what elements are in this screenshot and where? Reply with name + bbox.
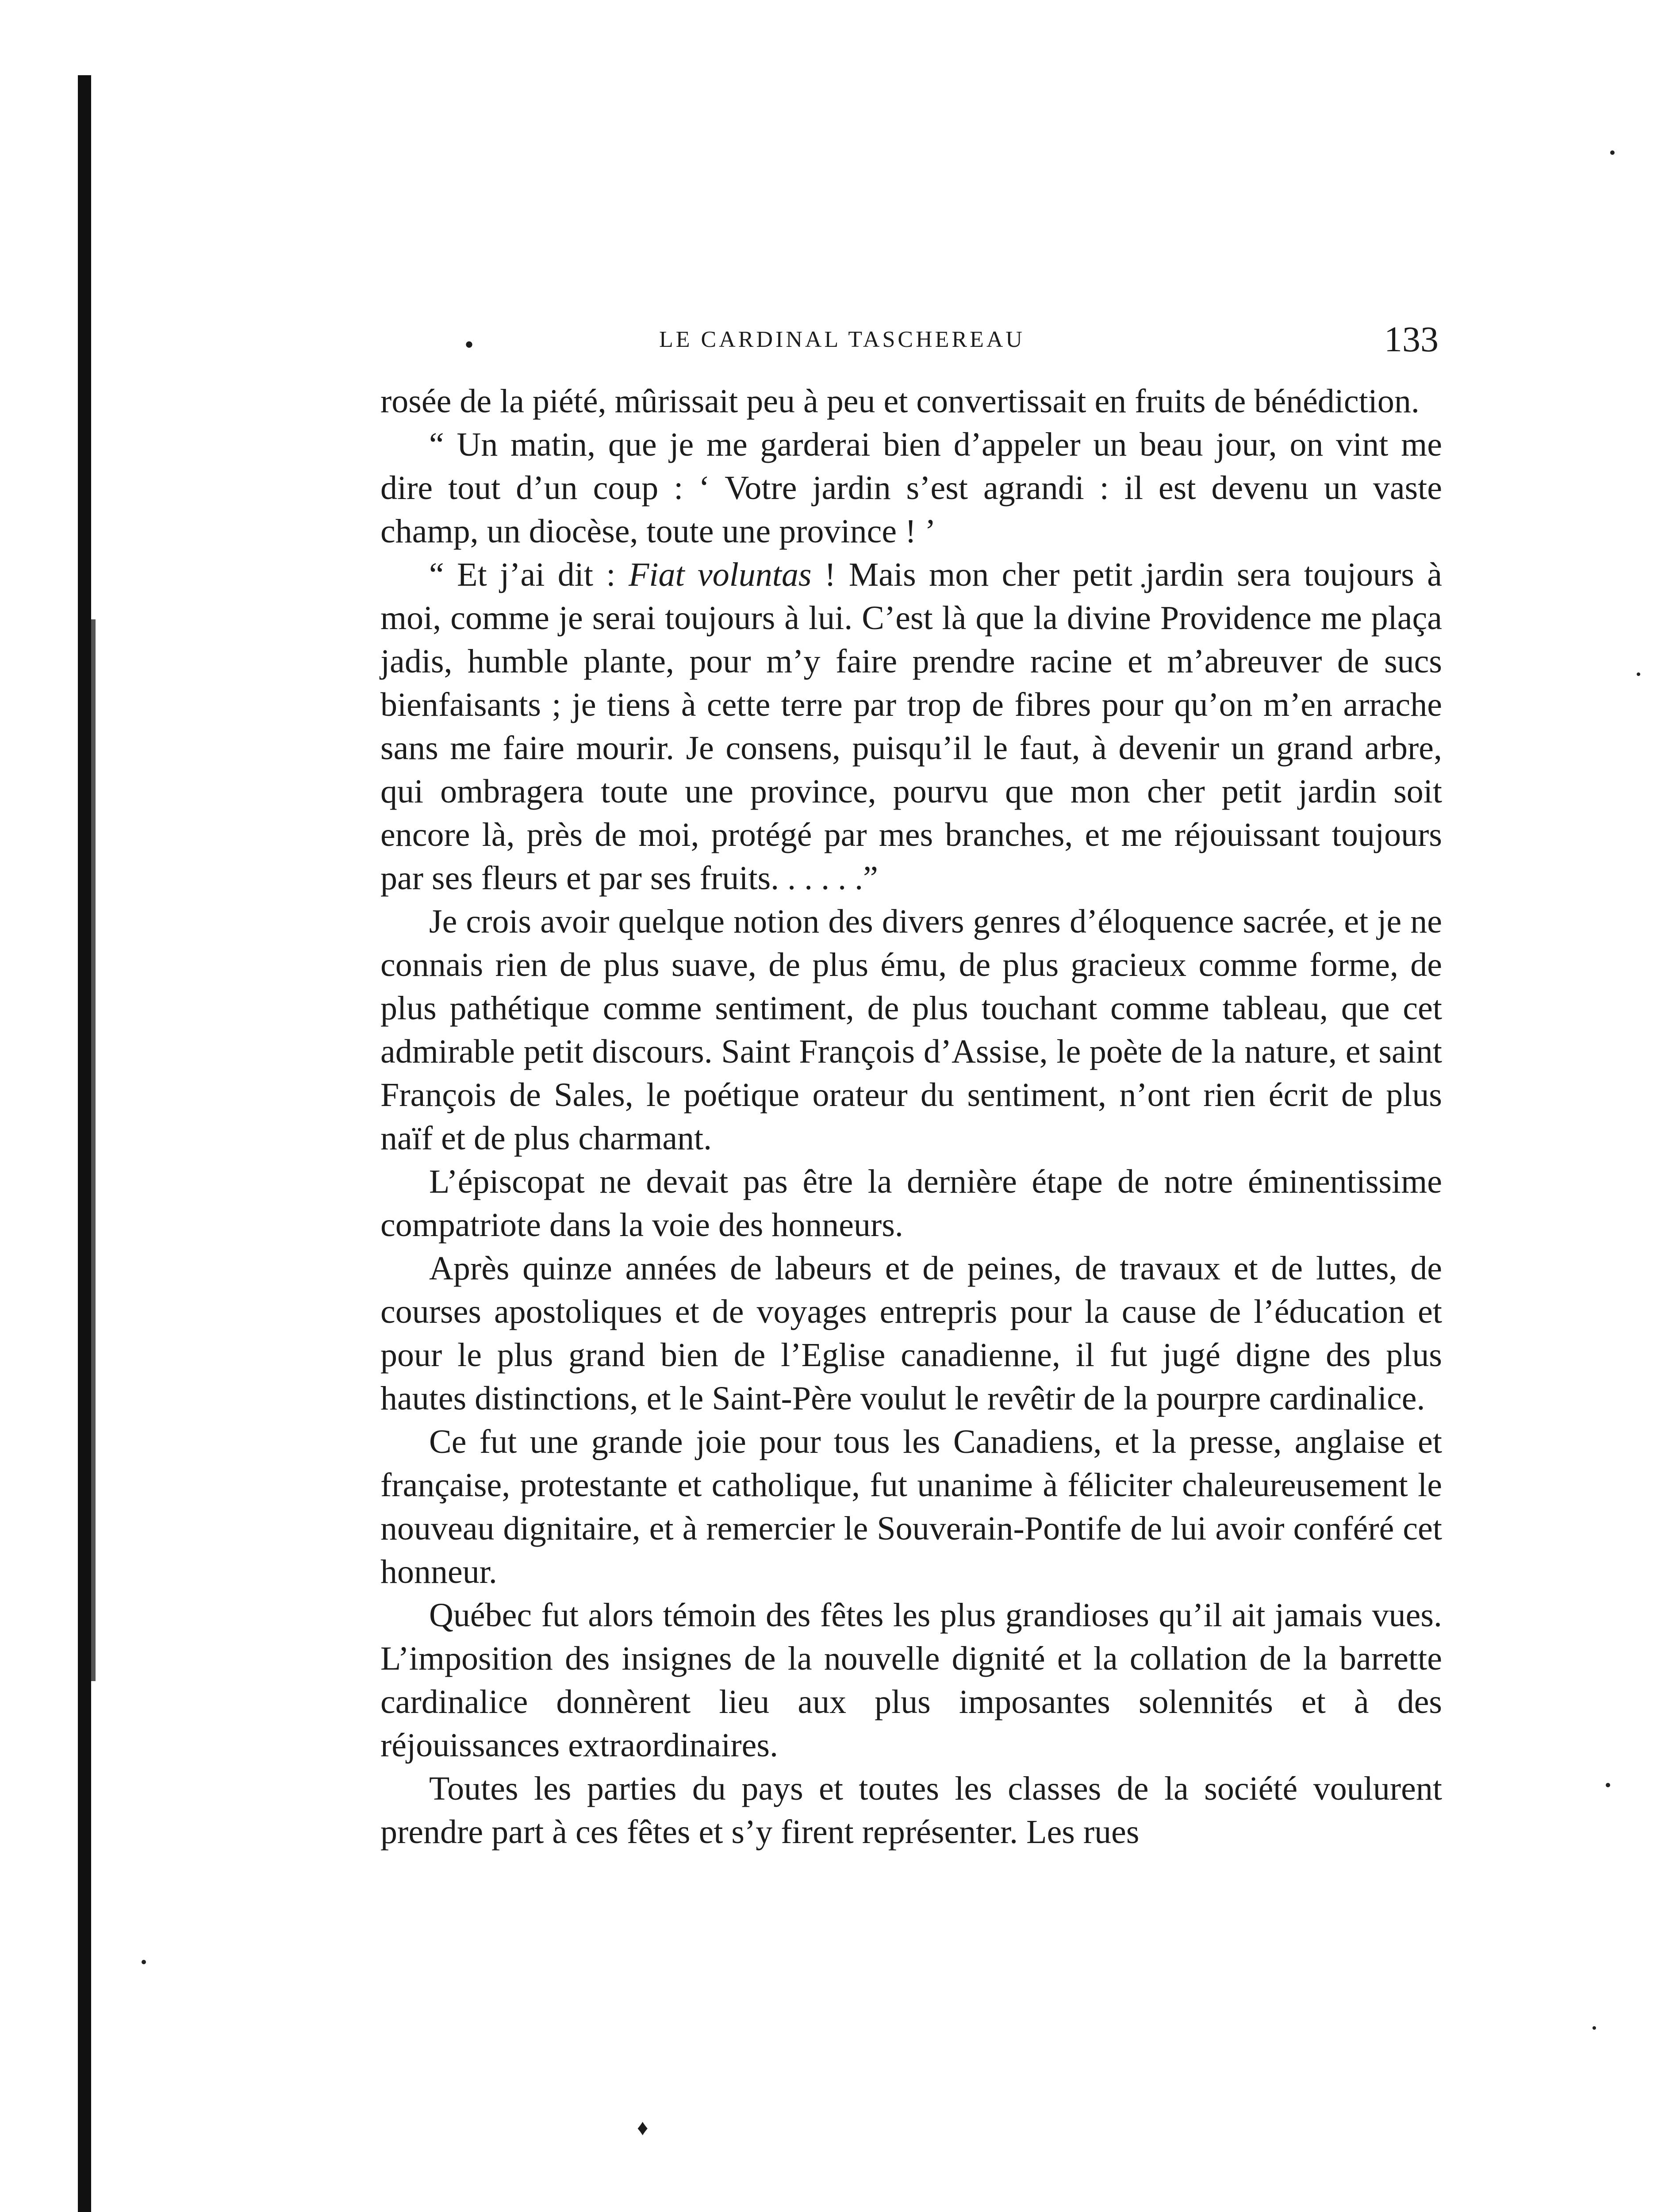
page-binding-shadow — [91, 619, 96, 1681]
running-title: LE CARDINAL TASCHEREAU — [659, 327, 1025, 352]
paragraph: L’épiscopat ne devait pas être la dernière étape de notre éminentissime compatriote dans la voie des honneurs. — [380, 1163, 1442, 1244]
paragraph: Ce fut une grande joie pour tous les Canadiens, et la presse, anglaise et française, protestante et catholique, fut unanime à féliciter chaleureusement le nouveau dignitaire, et à remercier le Souverain-Pontife de lui avoir conféré cet honneur. — [380, 1423, 1442, 1590]
footer-ink-mark: ♦ — [637, 2115, 648, 2140]
running-head — [659, 319, 1500, 363]
paragraph — [380, 553, 1442, 900]
paragraph: Québec fut alors témoin des fêtes les plus grandioses qu’il ait jamais vues. L’imposition des insignes de la nouvelle dignité et la collation de la barrette cardinalice donnèrent lieu aux plus imposantes solennités et à des réjouissances extraordinaires. — [380, 1597, 1442, 1764]
paragraph-fragment: ! Mais mon cher petit jardin sera toujours à moi, comme je serai toujours à lui. C’est là que la divine Providence me plaça jadis, humble plante, pour m’y faire prendre racine et m’abreuver de sucs bienfaisants ; je tiens à cette terre par trop de fibres pour qu’on m’en arrache sans me faire mourir. Je consens, puisqu’il le faut, à devenir un grand arbre, qui ombragera toute une province, pourvu que mon cher petit jardin soit encore là, près de moi, protégé par mes branches, et me réjouissant toujours par ses fleurs et par ses fruits. . . . . .” — [380, 556, 1443, 897]
scan-speck — [1610, 150, 1615, 155]
header-bullet-mark: • — [464, 330, 474, 359]
scan-speck — [1592, 2026, 1596, 2030]
page-number: 133 — [1384, 319, 1439, 359]
paragraph: Toutes les parties du pays et toutes les classes de la société voulurent prendre part à ces fêtes et s’y firent représenter. Les rues — [380, 1770, 1442, 1851]
paragraph: Je crois avoir quelque notion des divers genres d’éloquence sacrée, et je ne connais rien de plus suave, de plus ému, de plus gracieux comme forme, de plus pathétique comme sentiment, de plus touchant comme tableau, que cet admirable petit discours. Saint François d’Assise, le poète de la nature, et saint François de Sales, le poétique orateur du sentiment, n’ont rien écrit de plus naïf et de plus charmant. — [380, 903, 1442, 1157]
paragraph-fragment: “ Et j’ai dit : — [429, 556, 616, 593]
paragraph: “ Un matin, que je me garderai bien d’appeler un beau jour, on vint me dire tout d’un coup : ‘ Votre jardin s’est agrandi : il est devenu un vaste champ, un diocèse, toute une province ! ’ — [380, 426, 1442, 550]
paragraph: Après quinze années de labeurs et de peines, de travaux et de luttes, de courses apostoliques et de voyages entrepris pour la cause de l’éducation et pour le plus grand bien de l’Eglise canadienne, il fut jugé digne des plus hautes distinctions, et le Saint-Père voulut le revêtir de la pourpre cardinalice. — [380, 1250, 1442, 1417]
paragraph: rosée de la piété, mûrissait peu à peu et convertissait en fruits de bénédiction. — [380, 383, 1420, 420]
scan-speck — [142, 1960, 146, 1964]
scan-speck — [1606, 1783, 1610, 1787]
page-body — [380, 380, 1442, 1854]
italic-phrase: Fiat voluntas — [628, 556, 812, 593]
scan-speck — [1637, 672, 1640, 676]
page-binding-edge — [78, 75, 91, 2212]
